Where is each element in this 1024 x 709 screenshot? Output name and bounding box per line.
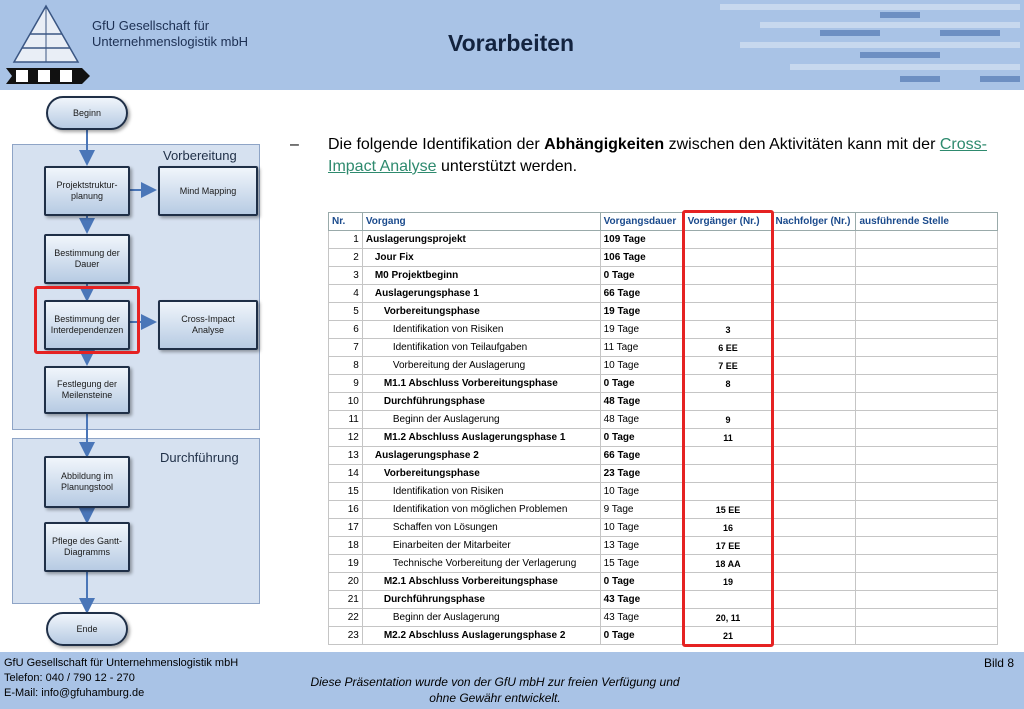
cell-dauer: 0 Tage (600, 375, 684, 393)
cell-dauer: 11 Tage (600, 339, 684, 357)
cell-nr: 18 (329, 537, 363, 555)
process-flowchart (0, 90, 275, 650)
bullet-dash: – (290, 136, 299, 153)
bullet-text-bold: Abhängigkeiten (544, 136, 665, 153)
cell-dauer: 43 Tage (600, 591, 684, 609)
cell-vorgaenger: 17 EE (684, 537, 772, 555)
highlight-vorgaenger-column (682, 210, 774, 647)
cell-dauer: 0 Tage (600, 429, 684, 447)
cell-vorgang: Vorbereitung der Auslagerung (362, 357, 600, 375)
node-beginn (46, 96, 128, 130)
cell-empty (856, 555, 998, 573)
cell-empty (772, 267, 856, 285)
cell-dauer: 48 Tage (600, 411, 684, 429)
cell-vorgaenger: 9 (684, 411, 772, 429)
cell-vorgang: Beginn der Auslagerung (362, 609, 600, 627)
cell-dauer: 19 Tage (600, 303, 684, 321)
cell-empty (856, 411, 998, 429)
cell-empty (856, 249, 998, 267)
cell-nr: 15 (329, 483, 363, 501)
cell-nr: 14 (329, 465, 363, 483)
cell-empty (856, 285, 998, 303)
cell-nr: 20 (329, 573, 363, 591)
table-row (329, 483, 998, 501)
table-row (329, 519, 998, 537)
cell-vorgang: M2.2 Abschluss Auslagerungsphase 2 (362, 627, 600, 645)
node-abbildung-planungstool-label: Abbildung im Planungstool (60, 471, 114, 492)
cell-empty (772, 555, 856, 573)
cell-empty (772, 627, 856, 645)
cell-vorgaenger: 6 EE (684, 339, 772, 357)
cell-nr: 23 (329, 627, 363, 645)
slide-header (0, 0, 1024, 90)
table-row (329, 411, 998, 429)
footer-disclaimer-line1: Diese Präsentation wurde von der GfU mbH zur freien Verfügung und (310, 675, 680, 689)
cell-empty (856, 393, 998, 411)
table-row (329, 285, 998, 303)
cell-dauer: 10 Tage (600, 519, 684, 537)
cell-vorgang: Einarbeiten der Mitarbeiter (362, 537, 600, 555)
cell-dauer: 66 Tage (600, 285, 684, 303)
cell-vorgaenger: 18 AA (684, 555, 772, 573)
cell-empty (856, 501, 998, 519)
cell-nr: 17 (329, 519, 363, 537)
group-vorbereitung-label: Vorbereitung (163, 148, 237, 163)
cell-vorgang: M2.1 Abschluss Vorbereitungsphase (362, 573, 600, 591)
cell-empty (856, 321, 998, 339)
cell-empty (772, 429, 856, 447)
cross-impact-link[interactable]: Cross-Impact Analyse (328, 136, 987, 175)
company-line-2: Unternehmenslogistik mbH (92, 34, 249, 49)
cell-nr: 21 (329, 591, 363, 609)
cell-vorgang: Jour Fix (362, 249, 600, 267)
cell-vorgang: Identifikation von Risiken (362, 483, 600, 501)
cell-nr: 19 (329, 555, 363, 573)
column-header: Vorgang (362, 213, 600, 231)
cell-dauer: 9 Tage (600, 501, 684, 519)
cell-nr: 8 (329, 357, 363, 375)
table-row (329, 573, 998, 591)
footer-disclaimer-line2: ohne Gewähr entwickelt. (429, 691, 561, 705)
cell-vorgaenger: 3 (684, 321, 772, 339)
cell-vorgang: Identifikation von möglichen Problemen (362, 501, 600, 519)
cell-vorgang: Vorbereitungsphase (362, 465, 600, 483)
node-bestimmung-dauer (44, 234, 130, 284)
table-row (329, 303, 998, 321)
node-projektstrukturplanung (44, 166, 130, 216)
company-name (92, 18, 248, 50)
cell-empty (856, 357, 998, 375)
table-row (329, 447, 998, 465)
cell-vorgaenger: 16 (684, 519, 772, 537)
table-row (329, 357, 998, 375)
column-header: Nachfolger (Nr.) (772, 213, 856, 231)
cell-empty (856, 537, 998, 555)
node-festlegung-meilensteine (44, 366, 130, 414)
cell-vorgang: Auslagerungsphase 1 (362, 285, 600, 303)
footer-company: GfU Gesellschaft für Unternehmenslogistik mbH (4, 657, 239, 669)
table-row (329, 627, 998, 645)
bullet-text-after: unterstützt werden. (436, 158, 578, 175)
cell-dauer: 109 Tage (600, 231, 684, 249)
cell-empty (772, 231, 856, 249)
cell-vorgang: Schaffen von Lösungen (362, 519, 600, 537)
table-row (329, 339, 998, 357)
cell-empty (772, 285, 856, 303)
node-projektstrukturplanung-label: Projektstruktur- planung (56, 180, 118, 201)
cell-nr: 3 (329, 267, 363, 285)
cell-empty (772, 537, 856, 555)
node-pflege-gantt-label: Pflege des Gantt- Diagramms (51, 536, 123, 557)
cell-empty (856, 627, 998, 645)
highlight-interdependenzen (34, 286, 140, 354)
cell-empty (772, 519, 856, 537)
node-abbildung-planungstool (44, 456, 130, 508)
table-row (329, 591, 998, 609)
cell-vorgang: Durchführungsphase (362, 591, 600, 609)
cell-empty (772, 501, 856, 519)
activity-table (328, 212, 998, 645)
cell-vorgaenger: 15 EE (684, 501, 772, 519)
cell-empty (856, 519, 998, 537)
slide-footer (0, 652, 1024, 709)
table-header-row (329, 213, 998, 231)
cell-vorgaenger: 8 (684, 375, 772, 393)
column-header: Vorgangsdauer (600, 213, 684, 231)
cell-dauer: 0 Tage (600, 573, 684, 591)
cell-empty (856, 339, 998, 357)
cell-dauer: 23 Tage (600, 465, 684, 483)
page-title: Vorarbeiten (448, 30, 575, 56)
table-row (329, 267, 998, 285)
cell-nr: 1 (329, 231, 363, 249)
table-row (329, 537, 998, 555)
footer-phone: Telefon: 040 / 790 12 - 270 (4, 672, 135, 684)
node-festlegung-meilensteine-label: Festlegung der Meilensteine (56, 379, 118, 400)
node-mind-mapping-label: Mind Mapping (179, 185, 237, 196)
cell-dauer: 19 Tage (600, 321, 684, 339)
cell-vorgang: Identifikation von Teilaufgaben (362, 339, 600, 357)
cell-empty (856, 591, 998, 609)
table-row (329, 555, 998, 573)
table-body (329, 231, 998, 645)
cell-empty (772, 339, 856, 357)
cell-empty (856, 483, 998, 501)
cell-vorgang: Beginn der Auslagerung (362, 411, 600, 429)
cell-dauer: 43 Tage (600, 609, 684, 627)
cell-dauer: 0 Tage (600, 627, 684, 645)
company-line-1: GfU Gesellschaft für (92, 18, 210, 33)
cell-empty (856, 447, 998, 465)
cell-empty (772, 609, 856, 627)
header-decoration (700, 0, 1024, 90)
node-cross-impact-analyse (158, 300, 258, 350)
table-row (329, 609, 998, 627)
cell-vorgang: M1.1 Abschluss Vorbereitungsphase (362, 375, 600, 393)
bullet-text-before: Die folgende Identifikation der (328, 136, 545, 153)
cell-vorgang: M0 Projektbeginn (362, 267, 600, 285)
cell-vorgaenger: 7 EE (684, 357, 772, 375)
cell-nr: 22 (329, 609, 363, 627)
table-row (329, 249, 998, 267)
cell-vorgang: Auslagerungsprojekt (362, 231, 600, 249)
cell-vorgang: Durchführungsphase (362, 393, 600, 411)
cell-dauer: 0 Tage (600, 267, 684, 285)
cell-nr: 11 (329, 411, 363, 429)
cell-vorgaenger: 20, 11 (684, 609, 772, 627)
node-bestimmung-interdependenzen-label: Bestimmung der Interdependenzen (50, 314, 124, 335)
node-ende (46, 612, 128, 646)
table-row (329, 429, 998, 447)
table-row (329, 375, 998, 393)
bullet-text-middle: zwischen den Aktivitäten kann mit der (664, 136, 940, 153)
cell-empty (772, 411, 856, 429)
cell-dauer: 10 Tage (600, 357, 684, 375)
node-cross-impact-analyse-label: Cross-Impact Analyse (181, 314, 235, 335)
table-row (329, 465, 998, 483)
cell-vorgang: Technische Vorbereitung der Verlagerung (362, 555, 600, 573)
cell-empty (772, 249, 856, 267)
column-header: Nr. (329, 213, 363, 231)
cell-empty (772, 375, 856, 393)
cell-empty (856, 573, 998, 591)
cell-nr: 9 (329, 375, 363, 393)
cell-nr: 6 (329, 321, 363, 339)
cell-nr: 13 (329, 447, 363, 465)
group-durchfuehrung-label: Durchführung (160, 450, 239, 465)
cell-empty (856, 429, 998, 447)
cell-vorgang: Auslagerungsphase 2 (362, 447, 600, 465)
cell-nr: 12 (329, 429, 363, 447)
bullet-text (328, 134, 988, 178)
cell-nr: 5 (329, 303, 363, 321)
cell-nr: 10 (329, 393, 363, 411)
table-row (329, 501, 998, 519)
column-header: Vorgänger (Nr.) (684, 213, 772, 231)
cell-empty (772, 321, 856, 339)
cell-empty (856, 465, 998, 483)
node-bestimmung-dauer-label: Bestimmung der Dauer (54, 248, 120, 269)
cell-empty (856, 267, 998, 285)
cell-empty (856, 231, 998, 249)
column-header: ausführende Stelle (856, 213, 998, 231)
cell-empty (772, 591, 856, 609)
table-row (329, 231, 998, 249)
cell-nr: 7 (329, 339, 363, 357)
cell-nr: 4 (329, 285, 363, 303)
node-mind-mapping (158, 166, 258, 216)
footer-disclaimer (270, 674, 720, 706)
page-number: Bild 8 (983, 656, 1014, 670)
table-row (329, 321, 998, 339)
cell-empty (772, 447, 856, 465)
cell-vorgang: Identifikation von Risiken (362, 321, 600, 339)
cell-vorgang: M1.2 Abschluss Auslagerungsphase 1 (362, 429, 600, 447)
node-ende-label: Ende (76, 623, 98, 634)
cell-dauer: 10 Tage (600, 483, 684, 501)
cell-empty (772, 573, 856, 591)
cell-dauer: 48 Tage (600, 393, 684, 411)
gfu-logo-icon (4, 4, 94, 88)
node-beginn-label: Beginn (72, 107, 102, 118)
table-row (329, 393, 998, 411)
cell-vorgaenger: 19 (684, 573, 772, 591)
cell-vorgang: Vorbereitungsphase (362, 303, 600, 321)
cell-dauer: 106 Tage (600, 249, 684, 267)
cell-empty (772, 465, 856, 483)
cell-empty (856, 303, 998, 321)
cell-vorgaenger: 11 (684, 429, 772, 447)
node-pflege-gantt (44, 522, 130, 572)
cell-nr: 2 (329, 249, 363, 267)
cell-empty (772, 393, 856, 411)
cell-empty (856, 375, 998, 393)
cell-nr: 16 (329, 501, 363, 519)
cell-empty (772, 303, 856, 321)
cell-dauer: 66 Tage (600, 447, 684, 465)
cell-empty (772, 483, 856, 501)
cell-empty (856, 609, 998, 627)
cell-vorgaenger: 21 (684, 627, 772, 645)
cell-empty (772, 357, 856, 375)
footer-contact (4, 656, 238, 701)
cell-dauer: 13 Tage (600, 537, 684, 555)
footer-email: E-Mail: info@gfuhamburg.de (4, 687, 145, 699)
cell-dauer: 15 Tage (600, 555, 684, 573)
